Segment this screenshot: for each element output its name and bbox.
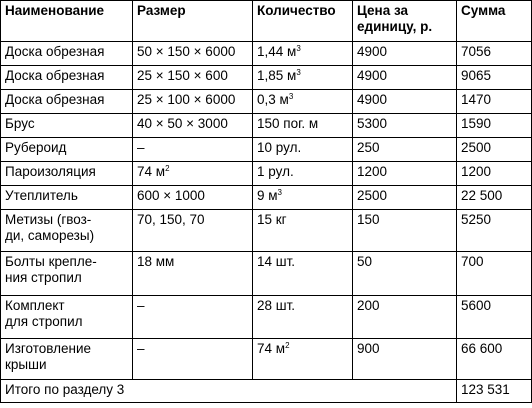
sum-cell: 7056 bbox=[457, 42, 532, 66]
quantity-cell: 1,85 $м^3$ bbox=[253, 66, 353, 90]
sum-cell: 1470 bbox=[457, 90, 532, 114]
table-row bbox=[1, 138, 532, 162]
table-row bbox=[1, 296, 532, 339]
size-cell: 25 × 150 × 600 bbox=[133, 66, 253, 90]
header-size: Размер bbox=[133, 1, 253, 42]
table-row bbox=[1, 186, 532, 210]
header-sum: Сумма bbox=[457, 1, 532, 42]
unit-price-cell: 4900 bbox=[353, 66, 457, 90]
size-cell: – bbox=[133, 339, 253, 380]
quantity-cell: 28 шт. bbox=[253, 296, 353, 339]
table-row bbox=[1, 210, 532, 252]
item-name-cell: Утеплитель bbox=[1, 186, 133, 210]
unit-price-cell: 250 bbox=[353, 138, 457, 162]
table-row bbox=[1, 252, 532, 296]
sum-cell: 700 bbox=[457, 252, 532, 296]
sum-cell: 9065 bbox=[457, 66, 532, 90]
table-row bbox=[1, 66, 532, 90]
size-cell: 600 × 1000 bbox=[133, 186, 253, 210]
size-cell: 40 × 50 × 3000 bbox=[133, 114, 253, 138]
item-name-cell: Метизы (гвоз- ди, саморезы) bbox=[1, 210, 133, 252]
unit-price-cell: 50 bbox=[353, 252, 457, 296]
item-name-cell: Пароизоляция bbox=[1, 162, 133, 186]
size-cell: 25 × 100 × 6000 bbox=[133, 90, 253, 114]
header-quantity: Количество bbox=[253, 1, 353, 42]
total-label: Итого по разделу 3 bbox=[1, 380, 457, 403]
table-row bbox=[1, 114, 532, 138]
unit-price-cell: 2500 bbox=[353, 186, 457, 210]
size-cell: 74 $м^2$ bbox=[133, 162, 253, 186]
header-row bbox=[1, 1, 532, 42]
table-row bbox=[1, 90, 532, 114]
quantity-cell: 0,3 $м^3$ bbox=[253, 90, 353, 114]
sum-cell: 66 600 bbox=[457, 339, 532, 380]
unit-price-cell: 900 bbox=[353, 339, 457, 380]
quantity-cell: 150 пог. м bbox=[253, 114, 353, 138]
quantity-cell: 1 рул. bbox=[253, 162, 353, 186]
size-cell: 70, 150, 70 bbox=[133, 210, 253, 252]
quantity-cell: 15 кг bbox=[253, 210, 353, 252]
sum-cell: 5250 bbox=[457, 210, 532, 252]
sum-cell: 5600 bbox=[457, 296, 532, 339]
quantity-cell: 14 шт. bbox=[253, 252, 353, 296]
size-cell: – bbox=[133, 138, 253, 162]
unit-price-cell: 200 bbox=[353, 296, 457, 339]
header-unit-price: Цена за единицу, р. bbox=[353, 1, 457, 42]
size-cell: 18 мм bbox=[133, 252, 253, 296]
item-name-cell: Доска обрезная bbox=[1, 66, 133, 90]
sum-cell: 1200 bbox=[457, 162, 532, 186]
item-name-cell: Болты крепле- ния стропил bbox=[1, 252, 133, 296]
table-row bbox=[1, 162, 532, 186]
size-cell: 50 × 150 × 6000 bbox=[133, 42, 253, 66]
quantity-cell: 1,44 $м^3$ bbox=[253, 42, 353, 66]
sum-cell: 1590 bbox=[457, 114, 532, 138]
total-sum: 123 531 bbox=[457, 380, 532, 403]
unit-price-cell: 1200 bbox=[353, 162, 457, 186]
item-name-cell: Изготовление крыши bbox=[1, 339, 133, 380]
item-name-cell: Комплект для стропил bbox=[1, 296, 133, 339]
item-name-cell: Доска обрезная bbox=[1, 42, 133, 66]
quantity-cell: 10 рул. bbox=[253, 138, 353, 162]
unit-price-cell: 5300 bbox=[353, 114, 457, 138]
sum-cell: 22 500 bbox=[457, 186, 532, 210]
total-row bbox=[1, 380, 532, 403]
quantity-cell: 74 $м^2$ bbox=[253, 339, 353, 380]
header-name: Наименование bbox=[1, 1, 133, 42]
sum-cell: 2500 bbox=[457, 138, 532, 162]
quantity-cell: 9 $м^3$ bbox=[253, 186, 353, 210]
table-row bbox=[1, 339, 532, 380]
table-row bbox=[1, 42, 532, 66]
unit-price-cell: 4900 bbox=[353, 90, 457, 114]
size-cell: – bbox=[133, 296, 253, 339]
item-name-cell: Брус bbox=[1, 114, 133, 138]
unit-price-cell: 150 bbox=[353, 210, 457, 252]
item-name-cell: Рубероид bbox=[1, 138, 133, 162]
unit-price-cell: 4900 bbox=[353, 42, 457, 66]
item-name-cell: Доска обрезная bbox=[1, 90, 133, 114]
